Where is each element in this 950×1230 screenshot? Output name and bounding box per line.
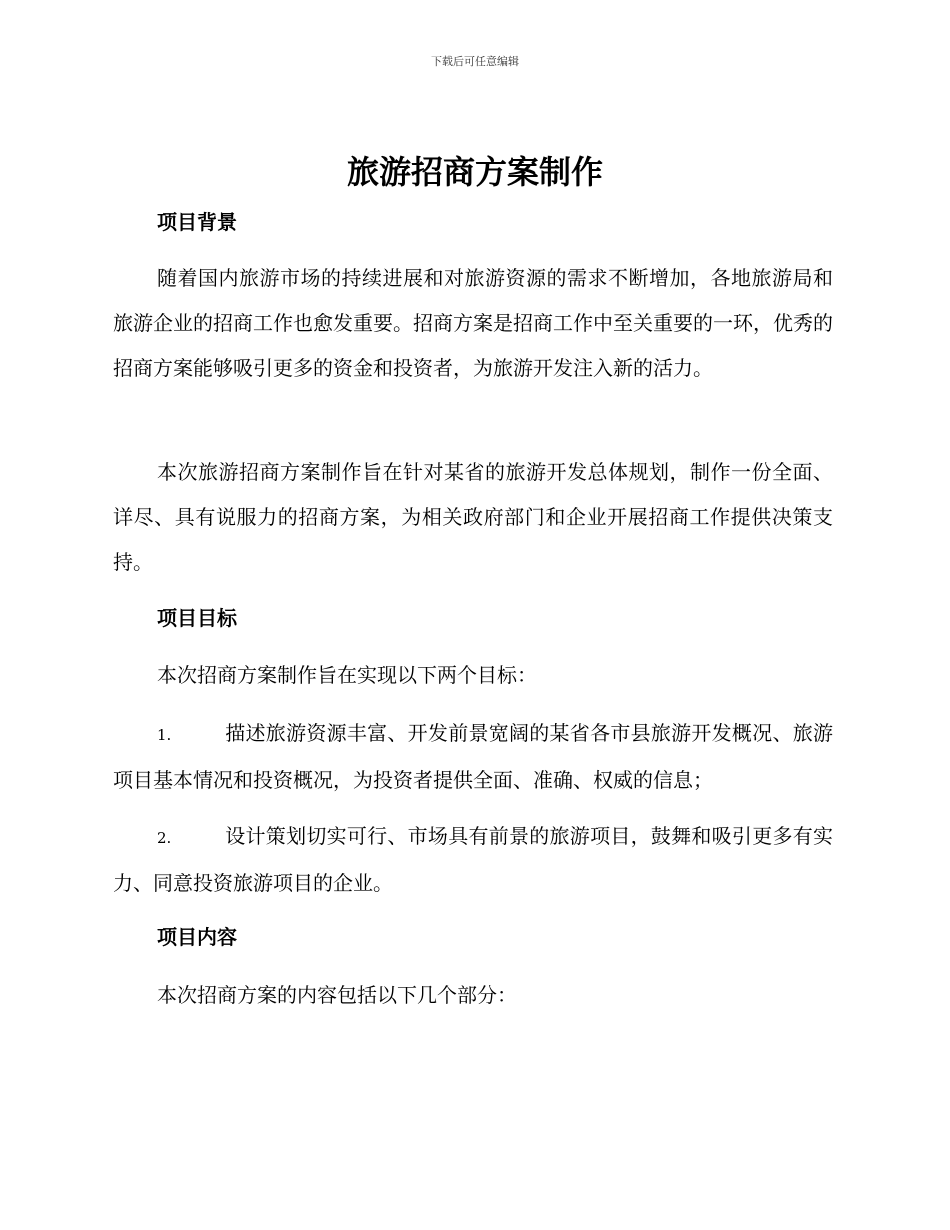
- header-note: 下载后可任意编辑: [431, 55, 519, 68]
- goal-item-2: [113, 814, 833, 906]
- goal-item-text: 描述旅游资源丰富、开发前景宽阔的某省各市县旅游开发概况、旅游项目基本情况和投资概况，为投资者提供全面、准确、权威的信息；: [113, 721, 833, 792]
- goal-item-text: 设计策划切实可行、市场具有前景的旅游项目，鼓舞和吸引更多有实力、同意投资旅游项目的企业。: [113, 824, 833, 895]
- content-intro: 本次招商方案的内容包括以下几个部分：: [157, 983, 517, 1007]
- section-heading-background: 项目背景: [157, 210, 237, 234]
- section-heading-content: 项目内容: [157, 925, 237, 949]
- goal-item-number: 2.: [157, 829, 172, 847]
- background-paragraph-2: 本次旅游招商方案制作旨在针对某省的旅游开发总体规划，制作一份全面、详尽、具有说服力的招商方案，为相关政府部门和企业开展招商工作提供决策支持。: [113, 460, 833, 574]
- background-paragraph-1: 随着国内旅游市场的持续进展和对旅游资源的需求不断增加，各地旅游局和旅游企业的招商工作也愈发重要。招商方案是招商工作中至关重要的一环，优秀的招商方案能够吸引更多的资金和投资者，为旅游开发注入新的活力。: [113, 266, 833, 380]
- goal-item-1: [113, 711, 833, 803]
- section-heading-goals: 项目目标: [157, 606, 237, 630]
- document-title: 旅游招商方案制作: [346, 153, 603, 191]
- goals-intro: 本次招商方案制作旨在实现以下两个目标：: [157, 663, 537, 687]
- goal-item-number: 1.: [157, 726, 172, 744]
